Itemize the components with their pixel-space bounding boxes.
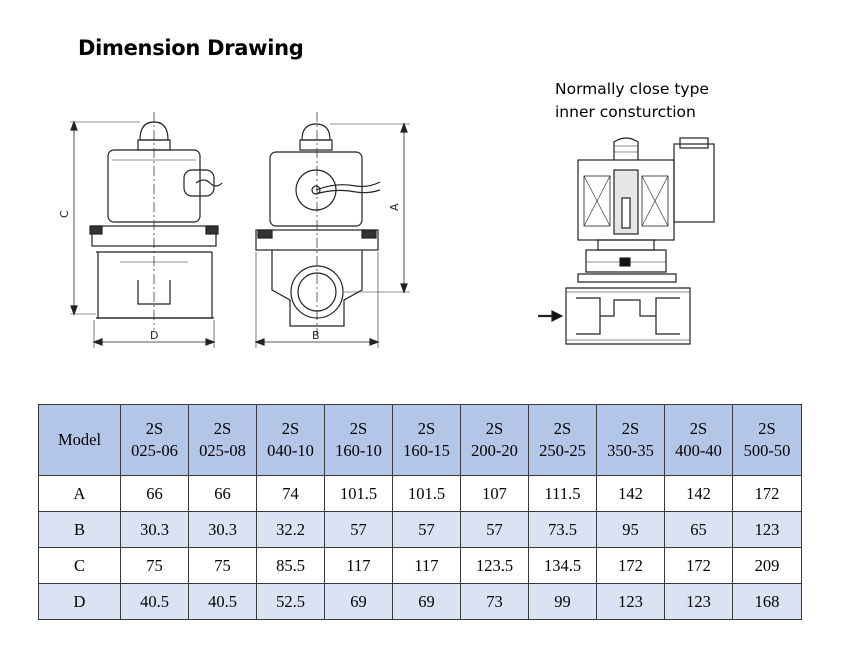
model-number: 500-50 <box>743 441 791 460</box>
header-model-cell <box>597 405 665 476</box>
model-number: 350-35 <box>607 441 654 460</box>
model-series: 2S <box>213 419 232 438</box>
header-model-cell <box>393 405 461 476</box>
header-model-cell <box>325 405 393 476</box>
table-cell: 73 <box>461 584 529 620</box>
table-cell: 134.5 <box>529 548 597 584</box>
table-cell: 111.5 <box>529 476 597 512</box>
table-row <box>39 512 802 548</box>
model-number: 025-06 <box>131 441 178 460</box>
table-cell: 101.5 <box>393 476 461 512</box>
table-cell: 123.5 <box>461 548 529 584</box>
header-model-cell <box>189 405 257 476</box>
valve-side-view <box>256 112 410 348</box>
table-cell: 75 <box>121 548 189 584</box>
table-cell: 123 <box>733 512 802 548</box>
table-cell: 117 <box>325 548 393 584</box>
table-cell: 52.5 <box>257 584 325 620</box>
header-model-cell <box>461 405 529 476</box>
model-series: 2S <box>689 419 708 438</box>
row-label-cell: B <box>39 512 121 548</box>
table-cell: 73.5 <box>529 512 597 548</box>
header-model-cell <box>665 405 733 476</box>
table-cell: 30.3 <box>189 512 257 548</box>
model-number: 040-10 <box>267 441 314 460</box>
model-number: 250-25 <box>539 441 586 460</box>
valve-front-view <box>70 112 222 348</box>
table-cell: 101.5 <box>325 476 393 512</box>
table-cell: 123 <box>665 584 733 620</box>
dimension-label-d: D <box>150 329 159 342</box>
table-cell: 123 <box>597 584 665 620</box>
table-cell: 65 <box>665 512 733 548</box>
table-cell: 75 <box>189 548 257 584</box>
table-cell: 30.3 <box>121 512 189 548</box>
row-label-cell: A <box>39 476 121 512</box>
model-number: 400-40 <box>675 441 722 460</box>
model-number: 025-08 <box>199 441 246 460</box>
table-cell: 57 <box>393 512 461 548</box>
table-cell: 57 <box>325 512 393 548</box>
table-cell: 172 <box>733 476 802 512</box>
table-cell: 32.2 <box>257 512 325 548</box>
dimension-table <box>38 404 802 620</box>
model-series: 2S <box>349 419 368 438</box>
table-cell: 69 <box>393 584 461 620</box>
header-model-cell <box>529 405 597 476</box>
dimension-label-c: C <box>58 210 71 218</box>
table-cell: 209 <box>733 548 802 584</box>
table-cell: 57 <box>461 512 529 548</box>
valve-inner-construction <box>538 138 714 344</box>
table-cell: 40.5 <box>121 584 189 620</box>
model-series: 2S <box>621 419 640 438</box>
table-cell: 142 <box>665 476 733 512</box>
header-model-cell <box>733 405 802 476</box>
model-series: 2S <box>553 419 572 438</box>
table-cell: 99 <box>529 584 597 620</box>
model-number: 160-10 <box>335 441 382 460</box>
table-cell: 74 <box>257 476 325 512</box>
model-series: 2S <box>281 419 300 438</box>
page-title: Dimension Drawing <box>78 36 304 60</box>
table-header-row <box>39 405 802 476</box>
model-series: 2S <box>758 419 776 438</box>
row-label-cell: D <box>39 584 121 620</box>
table-row <box>39 584 802 620</box>
table-cell: 117 <box>393 548 461 584</box>
caption-line-1: Normally close type <box>555 80 709 98</box>
row-label-cell: C <box>39 548 121 584</box>
model-series: 2S <box>145 419 164 438</box>
table-cell: 95 <box>597 512 665 548</box>
model-series: 2S <box>417 419 436 438</box>
table-cell: 107 <box>461 476 529 512</box>
header-model-label: Model <box>39 405 121 476</box>
table-cell: 69 <box>325 584 393 620</box>
table-cell: 172 <box>665 548 733 584</box>
table-cell: 172 <box>597 548 665 584</box>
table-cell: 40.5 <box>189 584 257 620</box>
table-cell: 85.5 <box>257 548 325 584</box>
table-row <box>39 476 802 512</box>
model-number: 160-15 <box>403 441 450 460</box>
caption-line-2: inner consturction <box>555 103 696 121</box>
model-series: 2S <box>485 419 504 438</box>
table-row <box>39 548 802 584</box>
header-model-cell <box>257 405 325 476</box>
dimension-label-a: A <box>388 203 401 211</box>
model-number: 200-20 <box>471 441 518 460</box>
header-model-cell <box>121 405 189 476</box>
table-cell: 142 <box>597 476 665 512</box>
dimension-label-b: B <box>312 329 320 342</box>
table-cell: 66 <box>121 476 189 512</box>
table-cell: 168 <box>733 584 802 620</box>
table-cell: 66 <box>189 476 257 512</box>
